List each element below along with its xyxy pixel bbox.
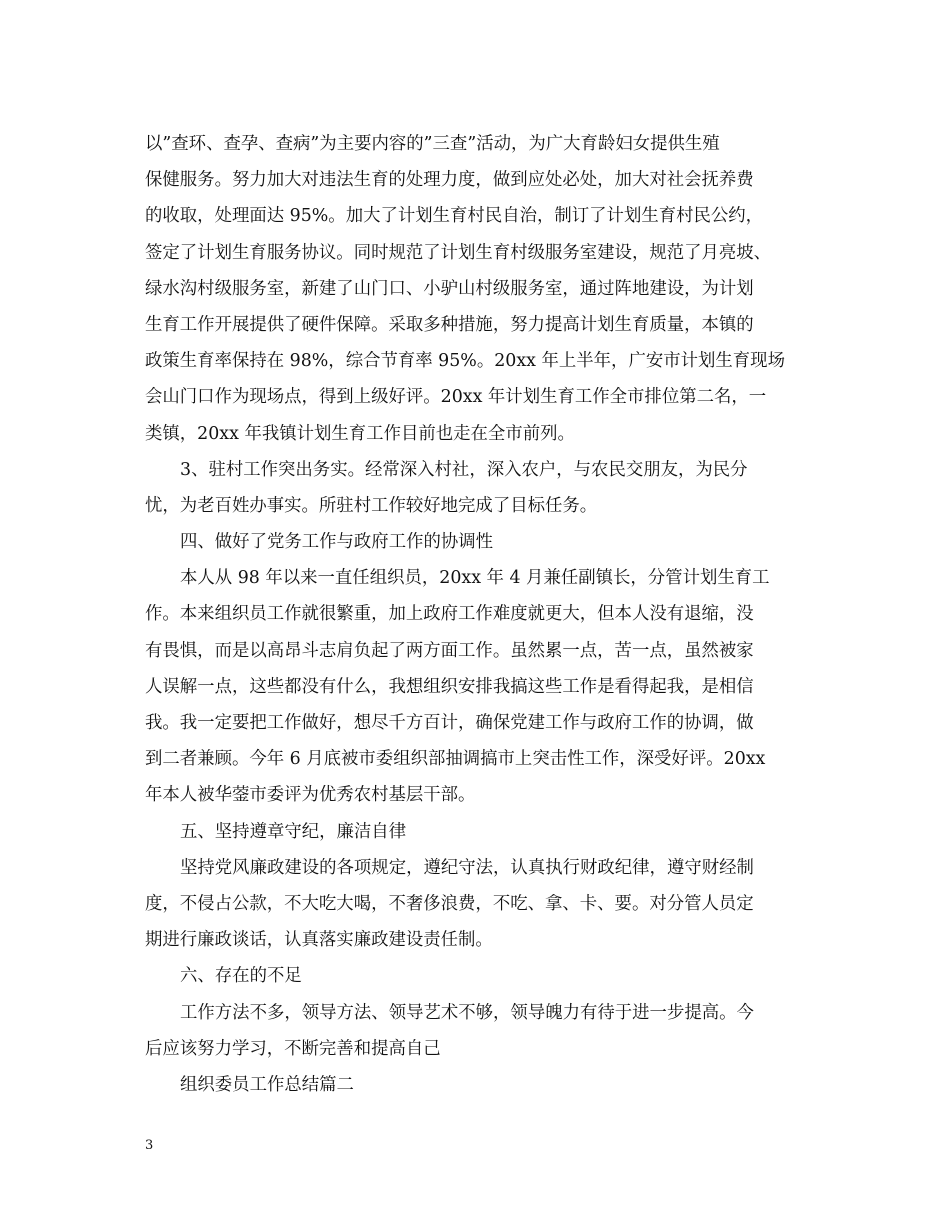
text-line: 到二者兼顾。今年 6 月底被市委组织部抽调搞市上突击性工作，深受好评。20xx bbox=[145, 749, 766, 770]
text-line: 签定了计划生育服务协议。同时规范了计划生育村级服务室建设，规范了月亮坡、 bbox=[145, 242, 772, 263]
section-heading: 六、存在的不足 bbox=[180, 966, 302, 987]
text-line: 有畏惧，而是以高昂斗志肩负起了两方面工作。虽然累一点，苦一点，虽然被家 bbox=[145, 640, 754, 661]
text-line: 政策生育率保持在 98%，综合节育率 95%。20xx 年上半年，广安市计划生育现场 bbox=[145, 351, 785, 372]
document-subtitle: 组织委员工作总结篇二 bbox=[180, 1074, 354, 1095]
text-line: 人误解一点，这些都没有什么，我想组织安排我搞这些工作是看得起我，是相信 bbox=[145, 676, 754, 697]
text-line: 年本人被华蓥市委评为优秀农村基层干部。 bbox=[145, 785, 476, 806]
section-heading: 四、做好了党务工作与政府工作的协调性 bbox=[180, 532, 494, 553]
text-line: 绿水沟村级服务室，新建了山门口、小驴山村级服务室，通过阵地建设，为计划 bbox=[145, 278, 754, 299]
page-number: 3 bbox=[145, 1138, 154, 1153]
text-line: 期进行廉政谈话，认真落实廉政建设责任制。 bbox=[145, 930, 493, 951]
text-line: 以”查环、查孕、查病”为主要内容的”三查”活动，为广大育龄妇女提供生殖 bbox=[145, 134, 720, 154]
text-line: 生育工作开展提供了硬件保障。采取多种措施，努力提高计划生育质量，本镇的 bbox=[145, 314, 754, 335]
text-line: 后应该努力学习，不断完善和提高自己 bbox=[145, 1038, 441, 1059]
text-line: 保健服务。努力加大对违法生育的处理力度，做到应处必处，加大对社会抚养费 bbox=[145, 170, 754, 191]
paragraph-start-line: 工作方法不多，领导方法、领导艺术不够，领导魄力有待于进一步提高。今 bbox=[180, 1002, 754, 1023]
document-body bbox=[145, 126, 815, 1103]
paragraph-start-line: 3、驻村工作突出务实。经常深入村社，深入农户，与农民交朋友，为民分 bbox=[180, 459, 748, 480]
text-line: 我。我一定要把工作做好，想尽千方百计，确保党建工作与政府工作的协调，做 bbox=[145, 713, 754, 733]
section-heading: 五、坚持遵章守纪，廉洁自律 bbox=[180, 821, 407, 842]
paragraph-start-line: 坚持党风廉政建设的各项规定，遵纪守法，认真执行财政纪律，遵守财经制 bbox=[180, 857, 754, 878]
text-line: 作。本来组织员工作就很繁重，加上政府工作难度就更大，但本人没有退缩，没 bbox=[145, 604, 754, 625]
text-line: 类镇，20xx 年我镇计划生育工作目前也走在全市前列。 bbox=[145, 423, 575, 444]
paragraph-start-line: 本人从 98 年以来一直任组织员，20xx 年 4 月兼任副镇长，分管计划生育工 bbox=[180, 568, 770, 589]
text-line: 度，不侵占公款，不大吃大喝，不奢侈浪费，不吃、拿、卡、要。对分管人员定 bbox=[145, 893, 754, 914]
text-line: 会山门口作为现场点，得到上级好评。20xx 年计划生育工作全市排位第二名，一 bbox=[145, 387, 767, 408]
text-line: 忧，为老百姓办事实。所驻村工作较好地完成了目标任务。 bbox=[145, 495, 598, 516]
text-line: 的收取，处理面达 95%。加大了计划生育村民自治，制订了计划生育村民公约， bbox=[145, 206, 764, 227]
